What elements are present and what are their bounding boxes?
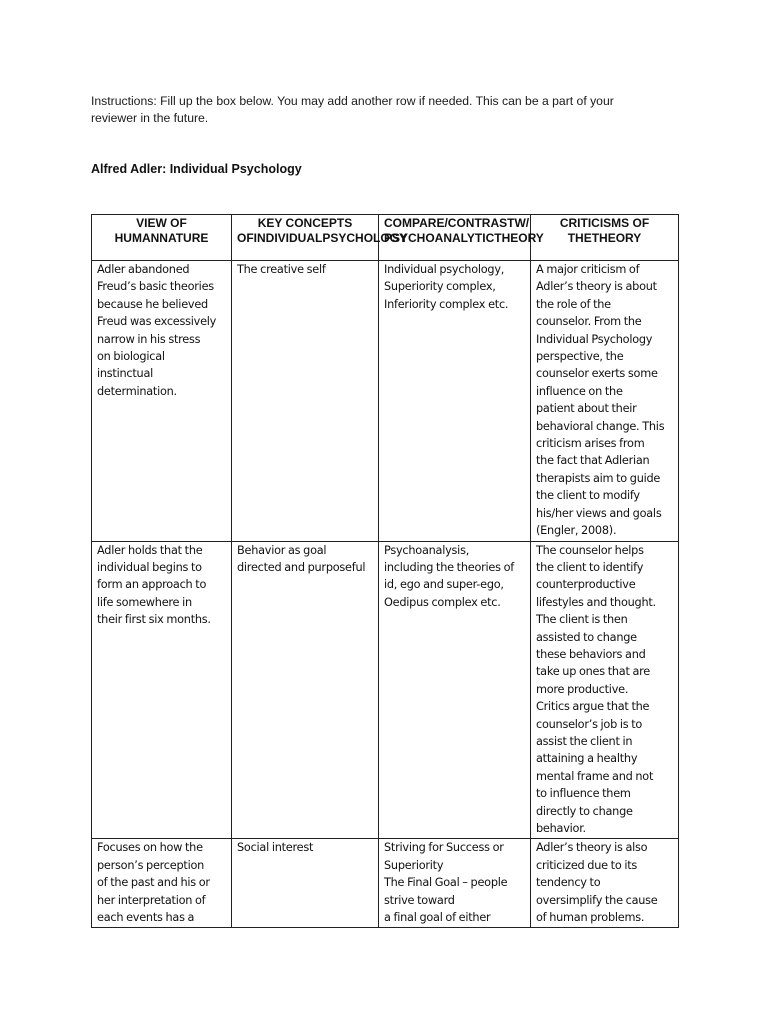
cell-line: patient about their [536,402,637,416]
cell-line: strive toward [384,893,455,907]
instructions-line: reviewer in the future. [91,111,209,125]
cell-line: Individual psychology, [384,263,505,276]
cell-line: Adler’s theory is about [536,280,657,294]
table-row [92,839,679,928]
cell-line: counterproductive [536,578,636,592]
cell-line: her interpretation of [97,893,206,907]
cell-line: his/her views and goals [536,506,662,520]
cell-line: directly to change [536,804,633,818]
review-table [91,214,679,928]
cell-line: counselor exerts some [536,367,658,381]
cell-line: Behavior as goal [237,543,327,557]
cell-line: more productive. [536,682,629,696]
table-cell[interactable] [379,261,531,542]
cell-line: COMPARE/CONTRAST [384,216,515,230]
cell-line: INDIVIDUAL [253,231,323,245]
cell-line: Striving for Success or [384,841,504,855]
cell-line: Freud’s basic theories [97,280,214,294]
cell-line: the client to modify [536,489,640,503]
cell-line: lifestyles and thought. [536,595,656,609]
cell-line: influence on the [536,384,623,398]
cell-line: on biological [97,350,165,364]
cell-line: perspective, the [536,350,624,364]
cell-line: Superiority complex, [384,280,496,294]
table-cell[interactable] [92,839,232,928]
cell-line: NATURE [159,231,209,245]
cell-line: Focuses on how the [97,841,203,855]
cell-line: Critics argue that the [536,700,650,714]
cell-line: their first six months. [97,613,211,627]
cell-line: therapists aim to guide [536,471,661,485]
cell-line: Adler holds that the [97,543,203,557]
cell-line: (Engler, 2008). [536,524,617,538]
cell-line: individual begins to [97,560,202,574]
table-cell[interactable] [232,839,379,928]
cell-line: Individual Psychology [536,332,653,346]
cell-line: THEORY [494,231,544,245]
cell-line: mental frame and not [536,769,654,783]
table-cell[interactable] [531,261,679,542]
table-cell[interactable] [531,839,679,928]
cell-line: Adler abandoned [97,263,190,276]
cell-line: oversimplify the cause [536,893,658,907]
cell-line: KEY CONCEPTS OF [237,216,353,245]
cell-line: The creative self [237,263,326,276]
cell-line: form an approach to [97,578,207,592]
cell-line: directed and purposeful [237,560,366,574]
cell-line: the client to identify [536,560,644,574]
cell-line: counselor. From the [536,315,642,329]
cell-line: behavioral change. This [536,419,665,433]
cell-line: The counselor helps [536,543,644,557]
cell-line: behavior. [536,822,586,835]
cell-line: Inferiority complex etc. [384,297,509,311]
instructions-line: Instructions: Fill up the box below. You may add another row if needed. This can be a part of your [91,94,614,108]
cell-line: The Final Goal – people [384,876,508,890]
header-criticisms [531,215,679,261]
table-cell[interactable] [232,261,379,542]
cell-line: tendency to [536,876,601,890]
cell-line: criticism arises from [536,437,645,451]
cell-line: id, ego and super-ego, [384,578,504,592]
cell-line: W/ PSYCHOANALYTIC [384,216,530,245]
cell-line: determination. [97,384,177,398]
cell-line: The client is then [536,613,628,627]
cell-line: to influence them [536,787,631,801]
cell-line: PSYCHOLOGY [322,231,408,245]
cell-line: Freud was excessively [97,315,217,329]
table-cell[interactable] [232,541,379,839]
cell-line: because he believed [97,297,208,311]
cell-line: a final goal of either [384,911,491,925]
table-cell[interactable] [379,839,531,928]
cell-line: the role of the [536,297,611,311]
cell-line: person’s perception [97,858,205,872]
cell-line: assist the client in [536,734,633,748]
cell-line: take up ones that are [536,665,651,679]
header-view-of-human-nature [92,215,232,261]
cell-line: of human problems. [536,911,645,925]
cell-line: A major criticism of [536,263,640,276]
cell-line: counselor’s job is to [536,717,643,731]
table-header-row [92,215,679,261]
table-cell[interactable] [379,541,531,839]
cell-line: assisted to change [536,630,637,644]
table-cell[interactable] [92,541,232,839]
cell-line: CRITICISMS OF THE [559,216,650,245]
header-compare-contrast [379,215,544,261]
cell-line: THEORY [591,231,642,245]
cell-line: life somewhere in [97,595,192,609]
cell-line: VIEW OF HUMAN [114,216,187,245]
table-cell[interactable] [531,541,679,839]
cell-line: of the past and his or [97,876,210,890]
header-key-concepts [232,215,408,261]
cell-line: narrow in his stress [97,332,201,346]
table-cell[interactable] [92,261,232,542]
document-title: Alfred Adler: Individual Psychology [91,162,302,176]
table-row [92,541,679,839]
instructions-text [91,93,691,127]
cell-line: criticized due to its [536,858,638,872]
cell-line: Psychoanalysis, [384,543,470,557]
cell-line: these behaviors and [536,647,646,661]
cell-line: each events has a [97,911,195,925]
cell-line: Social interest [237,841,314,855]
cell-line: including the theories of [384,560,514,574]
cell-line: the fact that Adlerian [536,454,650,468]
cell-line: attaining a healthy [536,752,638,766]
cell-line: Adler’s theory is also [536,841,648,855]
cell-line: Superiority [384,858,444,872]
cell-line: instinctual [97,367,154,381]
cell-line: Oedipus complex etc. [384,595,501,609]
table-row [92,261,679,542]
